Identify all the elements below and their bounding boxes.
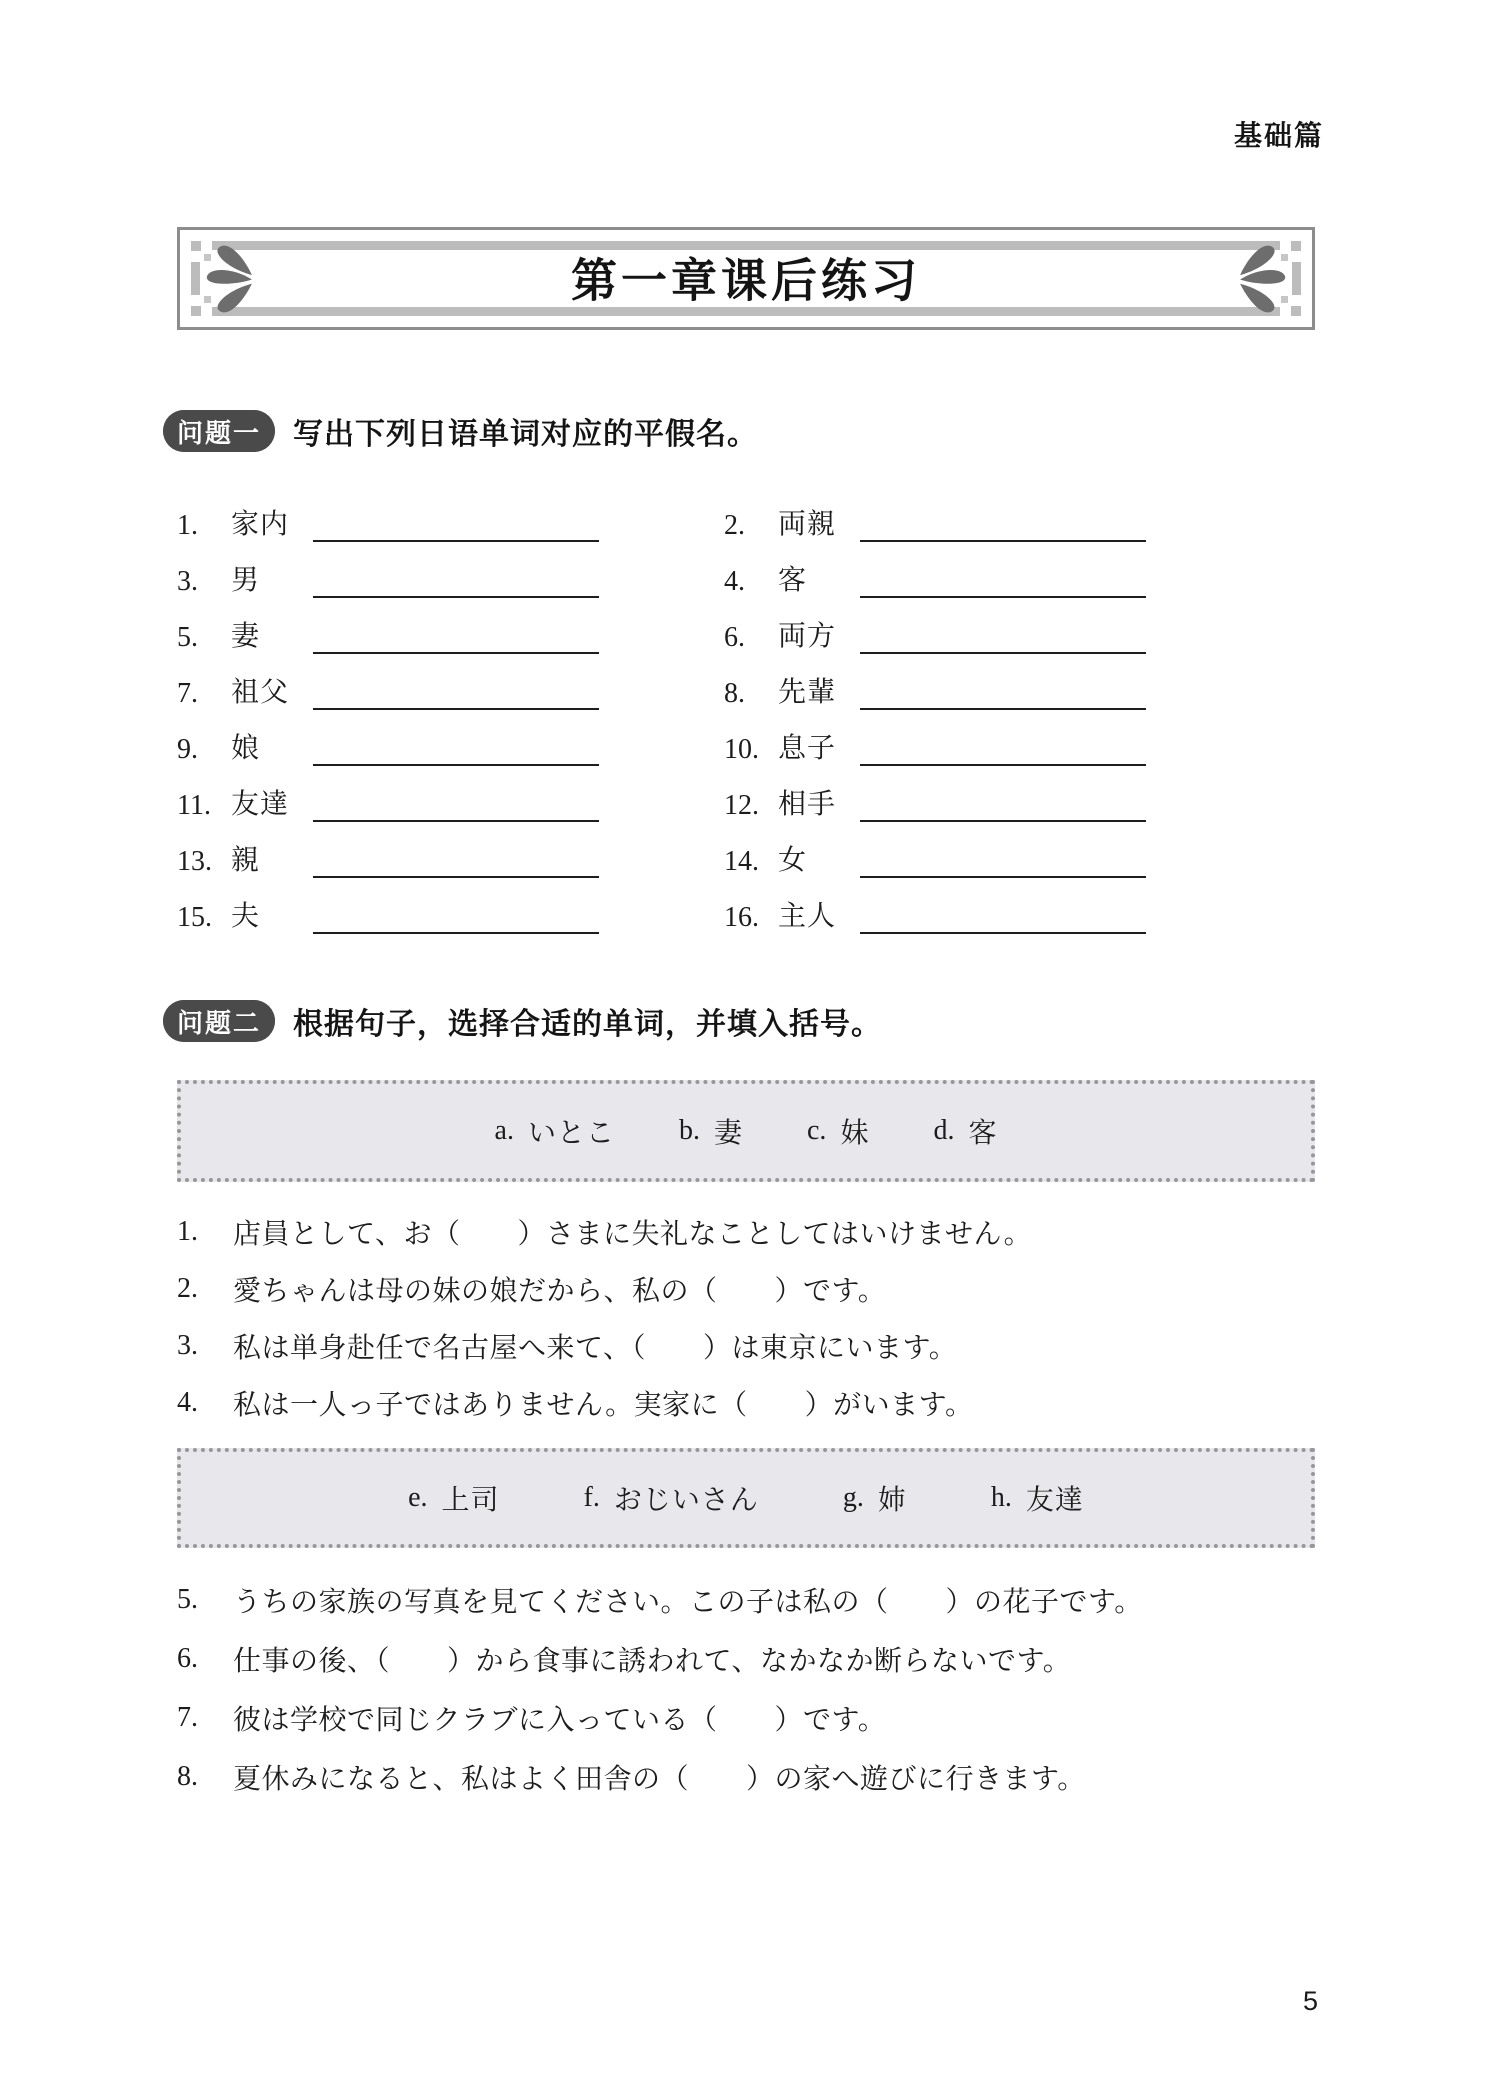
vocab-item-number: 4. (724, 566, 745, 597)
running-head: 基础篇 (1233, 121, 1324, 152)
sentence-row (177, 1629, 1143, 1688)
sentence-row (177, 1747, 1143, 1806)
vocab-item (177, 551, 599, 607)
vocab-item-number: 9. (177, 734, 198, 765)
answer-blank-line (860, 820, 1146, 822)
answer-blank-line (860, 540, 1146, 542)
page-number: 5 (1302, 1986, 1318, 2016)
vocab-item-word: 女 (778, 845, 808, 876)
vocab-item-number: 13. (177, 846, 212, 877)
vocab-item-word: 友達 (231, 789, 290, 820)
word-bank-1 (177, 1080, 1315, 1182)
vocab-item-word: 男 (231, 565, 261, 596)
word-bank-option (807, 1111, 869, 1151)
answer-blank-line (313, 932, 599, 934)
word-bank-option (843, 1478, 907, 1518)
answer-blank-line (313, 820, 599, 822)
sentence-row (177, 1260, 1032, 1317)
word-bank-option (933, 1111, 997, 1151)
vocab-item (724, 551, 1146, 607)
sentence-row (177, 1570, 1143, 1629)
vocab-item (177, 607, 599, 663)
option-word: 姉 (877, 1485, 907, 1516)
answer-blank-line (313, 876, 599, 878)
option-letter: e. (408, 1482, 428, 1513)
sentence-number: 1. (177, 1215, 198, 1247)
vocab-item-word: 主人 (778, 901, 837, 932)
sentence-text: 愛ちゃんは母の妹の娘だから、私の（ ）です。 (233, 1275, 887, 1307)
sentence-row (177, 1688, 1143, 1747)
answer-blank-line (860, 876, 1146, 878)
vocab-item (724, 831, 1146, 887)
answer-blank-line (313, 652, 599, 654)
word-bank-2 (177, 1448, 1315, 1548)
chapter-title-box (177, 227, 1315, 330)
sentence-number: 7. (177, 1701, 198, 1733)
sentence-number: 5. (177, 1583, 198, 1615)
vocab-item-number: 1. (177, 510, 198, 541)
vocab-item-word: 娘 (231, 733, 261, 764)
vocab-item (177, 775, 599, 831)
vocab-item (177, 663, 599, 719)
option-letter: g. (842, 1482, 864, 1513)
option-word: 上司 (441, 1485, 500, 1516)
option-letter: a. (494, 1115, 514, 1146)
question1-badge: 问题一 (163, 410, 275, 452)
sentence-number: 2. (177, 1272, 198, 1304)
option-letter: f. (583, 1482, 600, 1513)
vocab-item-word: 相手 (778, 789, 837, 820)
sentence-row (177, 1374, 1032, 1431)
vocab-item-number: 6. (724, 622, 745, 653)
vocab-item-word: 両親 (778, 509, 837, 540)
sentence-text: 私は単身赴任で名古屋へ来て、（ ）は東京にいます。 (233, 1332, 958, 1364)
option-letter: b. (678, 1115, 700, 1146)
vocab-item-number: 12. (724, 790, 759, 821)
vocab-item-number: 14. (724, 846, 759, 877)
vocab-item-word: 夫 (231, 901, 261, 932)
question2-instruction: 根据句子，选择合适的单词，并填入括号。 (293, 1008, 882, 1041)
sentence-list-1 (177, 1203, 1032, 1431)
vocab-item-number: 3. (177, 566, 198, 597)
vocab-item-word: 家内 (231, 509, 290, 540)
answer-blank-line (860, 764, 1146, 766)
sentence-number: 8. (177, 1760, 198, 1792)
vocab-list (177, 495, 1146, 943)
option-letter: c. (807, 1115, 827, 1146)
vocab-item (724, 607, 1146, 663)
vocab-item (177, 495, 599, 551)
option-word: 妻 (713, 1118, 743, 1149)
sentence-text: 店員として、お（ ）さまに失礼なことしてはいけません。 (233, 1218, 1033, 1250)
option-letter: d. (933, 1115, 955, 1146)
answer-blank-line (860, 652, 1146, 654)
vocab-item-number: 7. (177, 678, 198, 709)
vocab-item-word: 両方 (778, 621, 837, 652)
vocab-item (177, 831, 599, 887)
vocab-item (177, 719, 599, 775)
vocab-item-word: 息子 (778, 733, 837, 764)
sentence-number: 4. (177, 1386, 198, 1418)
answer-blank-line (313, 764, 599, 766)
vocab-item (724, 663, 1146, 719)
answer-blank-line (860, 596, 1146, 598)
vocab-item-number: 8. (724, 678, 745, 709)
vocab-item-word: 親 (231, 845, 261, 876)
sentence-list-2 (177, 1570, 1143, 1806)
sentence-row (177, 1203, 1032, 1260)
option-word: いとこ (527, 1118, 615, 1149)
vocab-item (724, 887, 1146, 943)
vocab-item-word: 祖父 (231, 677, 290, 708)
word-bank-option (495, 1111, 615, 1151)
vocab-item-word: 先輩 (778, 677, 837, 708)
vocab-item (724, 719, 1146, 775)
question1-instruction: 写出下列日语单词对应的平假名。 (293, 418, 758, 451)
vocab-item-number: 5. (177, 622, 198, 653)
answer-blank-line (313, 596, 599, 598)
word-bank-option (584, 1478, 759, 1518)
sentence-text: 彼は学校で同じクラブに入っている（ ）です。 (233, 1704, 887, 1736)
vocab-item (724, 775, 1146, 831)
word-bank-option (679, 1111, 743, 1151)
word-bank-option (408, 1478, 499, 1518)
answer-blank-line (313, 540, 599, 542)
vocab-item-number: 16. (724, 902, 759, 933)
vocab-item-word: 妻 (231, 621, 261, 652)
option-word: 友達 (1025, 1485, 1084, 1516)
question2-badge: 问题二 (163, 1000, 275, 1042)
sentence-number: 3. (177, 1329, 198, 1361)
answer-blank-line (313, 708, 599, 710)
vocab-item (177, 887, 599, 943)
vocab-item-number: 2. (724, 510, 745, 541)
vocab-item (724, 495, 1146, 551)
sentence-text: 夏休みになると、私はよく田舎の（ ）の家へ遊びに行きます。 (233, 1763, 1086, 1795)
sentence-row (177, 1317, 1032, 1374)
option-word: 妹 (840, 1118, 870, 1149)
sentence-text: うちの家族の写真を見てください。この子は私の（ ）の花子です。 (233, 1586, 1143, 1618)
vocab-item-number: 10. (724, 734, 759, 765)
sentence-text: 仕事の後、（ ）から食事に誘われて、なかなか断らないです。 (233, 1645, 1072, 1677)
option-word: おじいさん (613, 1485, 759, 1516)
option-letter: h. (990, 1482, 1012, 1513)
sentence-number: 6. (177, 1642, 198, 1674)
vocab-item-word: 客 (778, 565, 808, 596)
answer-blank-line (860, 932, 1146, 934)
word-bank-option (991, 1478, 1084, 1518)
sentence-text: 私は一人っ子ではありません。実家に（ ）がいます。 (233, 1389, 974, 1421)
chapter-title: 第一章课后练习 (571, 255, 921, 307)
vocab-item-number: 11. (177, 790, 211, 821)
option-word: 客 (968, 1118, 998, 1149)
answer-blank-line (860, 708, 1146, 710)
vocab-item-number: 15. (177, 902, 212, 933)
